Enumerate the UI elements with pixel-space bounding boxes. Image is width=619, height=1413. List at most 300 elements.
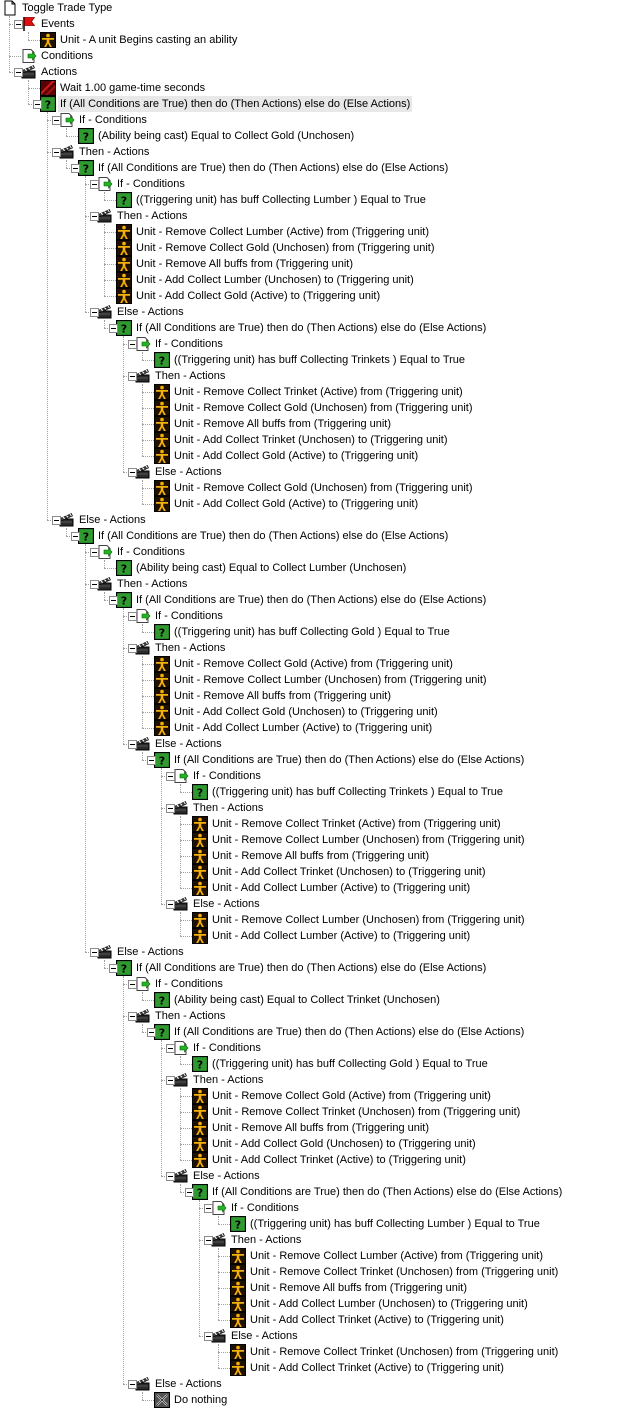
unit-action-icon	[154, 448, 170, 464]
tree-row-cond[interactable]	[0, 352, 619, 368]
tree-branch-line	[28, 80, 29, 104]
tree-row-ifcond[interactable]	[0, 112, 619, 128]
collapse-toggle-icon[interactable]	[128, 740, 137, 749]
collapse-toggle-icon[interactable]	[147, 1028, 156, 1037]
collapse-toggle-icon[interactable]	[109, 324, 118, 333]
tree-row-unit[interactable]	[0, 240, 619, 256]
tree-branch-line	[180, 1088, 181, 1160]
unit-action-icon	[116, 224, 132, 240]
tree-branch-line	[47, 112, 48, 520]
tree-connector	[142, 408, 154, 409]
unit-action-icon	[192, 864, 208, 880]
tree-row-label: Else - Actions	[117, 946, 184, 958]
tree-row-then[interactable]	[0, 144, 619, 160]
tree-connector	[218, 1352, 230, 1353]
tree-branch-line	[142, 656, 143, 728]
tree-row-label: Unit - Add Collect Trinket (Active) to (Triggering unit)	[250, 1362, 504, 1374]
unit-action-icon	[230, 1312, 246, 1328]
tree-row-ifcond[interactable]	[0, 1200, 619, 1216]
tree-row-label: Else - Actions	[79, 514, 146, 526]
tree-connector	[142, 632, 154, 633]
tree-row-label: If (All Conditions are True) then do (Then Actions) else do (Else Actions)	[136, 322, 487, 334]
tree-row-label: Else - Actions	[155, 1378, 222, 1390]
tree-row-unit[interactable]	[0, 272, 619, 288]
tree-row-unit[interactable]	[0, 1088, 619, 1104]
tree-row-nothing[interactable]	[0, 1392, 619, 1408]
tree-row-label: Then - Actions	[155, 370, 226, 382]
tree-row-cond[interactable]	[0, 992, 619, 1008]
condition-icon	[116, 560, 132, 576]
tree-row-label: Unit - Remove Collect Trinket (Unchosen) from (Triggering unit)	[212, 1106, 521, 1118]
tree-row-label: Unit - Remove Collect Lumber (Unchosen) from (Triggering unit)	[212, 914, 525, 926]
else-actions-icon	[135, 464, 151, 480]
tree-row-else[interactable]	[0, 1328, 619, 1344]
conditions-icon	[21, 48, 37, 64]
tree-row-ifthen[interactable]	[0, 160, 619, 176]
collapse-toggle-icon[interactable]	[90, 180, 99, 189]
collapse-toggle-icon[interactable]	[52, 516, 61, 525]
tree-row-label: Unit - Add Collect Gold (Unchosen) to (Triggering unit)	[212, 1138, 476, 1150]
collapse-toggle-icon[interactable]	[166, 1044, 175, 1053]
if-conditions-icon	[211, 1200, 227, 1216]
if-conditions-icon	[173, 1040, 189, 1056]
tree-row-unit[interactable]	[0, 1360, 619, 1376]
unit-action-icon	[154, 496, 170, 512]
unit-action-icon	[192, 1104, 208, 1120]
tree-row-label: Unit - Remove Collect Lumber (Active) from (Triggering unit)	[250, 1250, 544, 1262]
tree-row-unit[interactable]	[0, 1264, 619, 1280]
else-actions-icon	[173, 896, 189, 912]
collapse-toggle-icon[interactable]	[90, 580, 99, 589]
tree-branch-line	[142, 352, 143, 360]
tree-row-then[interactable]	[0, 640, 619, 656]
tree-row-unit[interactable]	[0, 1104, 619, 1120]
tree-row-else[interactable]	[0, 1168, 619, 1184]
tree-row-unit[interactable]	[0, 1312, 619, 1328]
tree-row-ifcond[interactable]	[0, 976, 619, 992]
tree-connector	[180, 1160, 192, 1161]
tree-branch-line	[85, 176, 86, 312]
tree-row-cond[interactable]	[0, 1056, 619, 1072]
tree-row-label: Unit - Add Collect Trinket (Unchosen) to (Triggering unit)	[174, 434, 448, 446]
tree-row-cond[interactable]	[0, 192, 619, 208]
tree-row-label: If - Conditions	[193, 1042, 261, 1054]
tree-row-unit[interactable]	[0, 1344, 619, 1360]
tree-row-label: Unit - Add Collect Gold (Active) to (Triggering unit)	[174, 450, 419, 462]
tree-row-label: Unit - Remove Collect Gold (Active) from (Triggering unit)	[174, 658, 453, 670]
trigger-icon	[2, 0, 18, 16]
tree-row-actions[interactable]	[0, 64, 619, 80]
condition-icon	[154, 624, 170, 640]
condition-icon	[230, 1216, 246, 1232]
unit-action-icon	[154, 704, 170, 720]
unit-action-icon	[154, 400, 170, 416]
tree-branch-line	[104, 224, 105, 296]
if-then-else-icon	[154, 752, 170, 768]
tree-connector	[104, 296, 116, 297]
then-actions-icon	[135, 640, 151, 656]
if-then-else-icon	[154, 1024, 170, 1040]
tree-row-label: Else - Actions	[193, 898, 260, 910]
tree-row-label: Unit - Add Collect Gold (Active) to (Triggering unit)	[136, 290, 381, 302]
tree-row-unit[interactable]	[0, 864, 619, 880]
tree-row-label: Then - Actions	[231, 1234, 302, 1246]
collapse-toggle-icon[interactable]	[128, 980, 137, 989]
unit-action-icon	[154, 384, 170, 400]
tree-row-then[interactable]	[0, 1072, 619, 1088]
tree-connector	[142, 696, 154, 697]
tree-connector	[180, 1112, 192, 1113]
tree-row-conditions[interactable]	[0, 48, 619, 64]
tree-row-label: ((Triggering unit) has buff Collecting Gold ) Equal to True	[174, 626, 450, 638]
tree-row-label: If - Conditions	[155, 338, 223, 350]
wait-icon	[40, 80, 56, 96]
unit-action-icon	[154, 480, 170, 496]
tree-row-label: If (All Conditions are True) then do (Then Actions) else do (Else Actions)	[60, 98, 411, 110]
tree-row-ifthen[interactable]	[0, 592, 619, 608]
collapse-toggle-icon[interactable]	[109, 964, 118, 973]
tree-connector	[104, 264, 116, 265]
collapse-toggle-icon[interactable]	[128, 340, 137, 349]
collapse-toggle-icon[interactable]	[128, 372, 137, 381]
tree-row-label: Unit - Remove All buffs from (Triggering unit)	[212, 850, 430, 862]
tree-row-then[interactable]	[0, 368, 619, 384]
tree-branch-line	[104, 192, 105, 200]
tree-row-else[interactable]	[0, 512, 619, 528]
tree-row-label: Unit - Add Collect Lumber (Unchosen) to (Triggering unit)	[136, 274, 414, 286]
tree-branch-line	[66, 160, 67, 168]
tree-row-label: Unit - Remove Collect Gold (Unchosen) from (Triggering unit)	[174, 402, 473, 414]
tree-row-unit[interactable]	[0, 432, 619, 448]
tree-row-label: If - Conditions	[193, 770, 261, 782]
if-then-else-icon	[78, 528, 94, 544]
collapse-toggle-icon[interactable]	[90, 948, 99, 957]
tree-branch-line	[142, 384, 143, 456]
tree-row-unit[interactable]	[0, 400, 619, 416]
tree-row-cond[interactable]	[0, 624, 619, 640]
tree-branch-line	[218, 1248, 219, 1320]
unit-event-icon	[40, 32, 56, 48]
then-actions-icon	[135, 368, 151, 384]
tree-row-label: Unit - Remove Collect Gold (Active) from (Triggering unit)	[212, 1090, 491, 1102]
unit-action-icon	[192, 1120, 208, 1136]
tree-branch-line	[142, 1392, 143, 1400]
tree-row-label: Unit - Remove All buffs from (Triggering unit)	[174, 418, 392, 430]
collapse-toggle-icon[interactable]	[90, 212, 99, 221]
collapse-toggle-icon[interactable]	[147, 756, 156, 765]
tree-branch-line	[199, 1200, 200, 1336]
tree-row-label: (Ability being cast) Equal to Collect Trinket (Unchosen)	[174, 994, 440, 1006]
tree-row-unit[interactable]	[0, 672, 619, 688]
tree-row-label: (Ability being cast) Equal to Collect Lumber (Unchosen)	[136, 562, 407, 574]
tree-row-else[interactable]	[0, 896, 619, 912]
tree-row-label: Unit - Remove Collect Trinket (Active) from (Triggering unit)	[174, 386, 463, 398]
unit-action-icon	[154, 432, 170, 448]
tree-connector	[180, 1096, 192, 1097]
tree-row-unit[interactable]	[0, 448, 619, 464]
tree-row-label: Unit - Remove Collect Lumber (Unchosen) from (Triggering unit)	[174, 674, 487, 686]
unit-action-icon	[230, 1360, 246, 1376]
unit-action-icon	[116, 288, 132, 304]
tree-row-unit[interactable]	[0, 880, 619, 896]
tree-row-unit[interactable]	[0, 720, 619, 736]
collapse-toggle-icon[interactable]	[185, 1188, 194, 1197]
tree-connector	[142, 488, 154, 489]
collapse-toggle-icon[interactable]	[204, 1236, 213, 1245]
tree-row-cond[interactable]	[0, 560, 619, 576]
tree-connector	[180, 792, 192, 793]
tree-connector	[180, 936, 192, 937]
tree-row-unit[interactable]	[0, 928, 619, 944]
if-conditions-icon	[97, 544, 113, 560]
tree-connector	[142, 392, 154, 393]
tree-connector	[180, 1128, 192, 1129]
tree-row-label: If (All Conditions are True) then do (Then Actions) else do (Else Actions)	[98, 530, 449, 542]
tree-row-label: Unit - Add Collect Lumber (Active) to (Triggering unit)	[212, 882, 471, 894]
if-then-else-icon	[192, 1184, 208, 1200]
tree-row-wait[interactable]	[0, 80, 619, 96]
tree-connector	[104, 200, 116, 201]
tree-row-trigger[interactable]	[0, 0, 619, 16]
do-nothing-icon	[154, 1392, 170, 1408]
tree-row-label: Unit - Remove Collect Gold (Unchosen) from (Triggering unit)	[136, 242, 435, 254]
if-then-else-icon	[116, 960, 132, 976]
tree-row-unit[interactable]	[0, 256, 619, 272]
tree-row-label: If - Conditions	[231, 1202, 299, 1214]
tree-row-label: Unit - Remove All buffs from (Triggering unit)	[212, 1122, 430, 1134]
tree-row-label: Else - Actions	[155, 466, 222, 478]
tree-connector	[218, 1304, 230, 1305]
tree-row-unit[interactable]	[0, 848, 619, 864]
tree-connector	[66, 136, 78, 137]
tree-row-label: ((Triggering unit) has buff Collecting Lumber ) Equal to True	[136, 194, 426, 206]
tree-connector	[180, 888, 192, 889]
then-actions-icon	[135, 1008, 151, 1024]
events-flag-icon	[21, 16, 37, 32]
tree-connector	[218, 1256, 230, 1257]
unit-action-icon	[116, 256, 132, 272]
tree-row-label: If (All Conditions are True) then do (Then Actions) else do (Else Actions)	[136, 962, 487, 974]
condition-icon	[78, 128, 94, 144]
if-then-else-icon	[116, 320, 132, 336]
tree-connector	[104, 232, 116, 233]
collapse-toggle-icon[interactable]	[166, 1172, 175, 1181]
tree-row-else[interactable]	[0, 1376, 619, 1392]
then-actions-icon	[173, 800, 189, 816]
tree-connector	[142, 360, 154, 361]
collapse-toggle-icon[interactable]	[71, 164, 80, 173]
tree-connector	[142, 664, 154, 665]
else-actions-icon	[135, 736, 151, 752]
collapse-toggle-icon[interactable]	[166, 1076, 175, 1085]
tree-row-cond[interactable]	[0, 784, 619, 800]
tree-branch-line	[66, 528, 67, 536]
condition-icon	[192, 1056, 208, 1072]
tree-branch-line	[142, 1024, 143, 1032]
tree-connector	[180, 1144, 192, 1145]
collapse-toggle-icon[interactable]	[52, 148, 61, 157]
tree-row-label: ((Triggering unit) has buff Collecting Gold ) Equal to True	[212, 1058, 488, 1070]
tree-row-unit[interactable]	[0, 656, 619, 672]
tree-row-unit[interactable]	[0, 496, 619, 512]
tree-row-then[interactable]	[0, 1232, 619, 1248]
tree-row-label: Then - Actions	[79, 146, 150, 158]
tree-row-label: If - Conditions	[79, 114, 147, 126]
else-actions-icon	[173, 1168, 189, 1184]
tree-row-else[interactable]	[0, 736, 619, 752]
unit-action-icon	[192, 912, 208, 928]
tree-row-label: If (All Conditions are True) then do (Then Actions) else do (Else Actions)	[212, 1186, 563, 1198]
tree-row-label: Unit - Remove Collect Trinket (Unchosen) from (Triggering unit)	[250, 1266, 559, 1278]
tree-connector	[142, 1000, 154, 1001]
unit-action-icon	[154, 672, 170, 688]
tree-branch-line	[180, 816, 181, 888]
tree-connector	[218, 1288, 230, 1289]
else-actions-icon	[59, 512, 75, 528]
collapse-toggle-icon[interactable]	[52, 116, 61, 125]
tree-connector	[180, 856, 192, 857]
condition-icon	[116, 192, 132, 208]
if-conditions-icon	[59, 112, 75, 128]
tree-row-then[interactable]	[0, 1008, 619, 1024]
unit-action-icon	[154, 416, 170, 432]
tree-branch-line	[66, 128, 67, 136]
unit-action-icon	[230, 1264, 246, 1280]
tree-row-label: Unit - Add Collect Lumber (Active) to (Triggering unit)	[212, 930, 471, 942]
collapse-toggle-icon[interactable]	[128, 612, 137, 621]
collapse-toggle-icon[interactable]	[204, 1204, 213, 1213]
collapse-toggle-icon[interactable]	[33, 100, 42, 109]
tree-branch-line	[142, 480, 143, 504]
collapse-toggle-icon[interactable]	[166, 772, 175, 781]
tree-row-event[interactable]	[0, 32, 619, 48]
collapse-toggle-icon[interactable]	[204, 1332, 213, 1341]
tree-branch-line	[142, 992, 143, 1000]
unit-action-icon	[154, 688, 170, 704]
tree-branch-line	[218, 1344, 219, 1368]
tree-row-ifthen[interactable]	[0, 752, 619, 768]
collapse-toggle-icon[interactable]	[71, 532, 80, 541]
tree-row-label: Else - Actions	[155, 738, 222, 750]
tree-row-unit[interactable]	[0, 224, 619, 240]
tree-row-unit[interactable]	[0, 1152, 619, 1168]
tree-row-unit[interactable]	[0, 1296, 619, 1312]
unit-action-icon	[154, 720, 170, 736]
tree-connector	[180, 824, 192, 825]
tree-row-unit[interactable]	[0, 1248, 619, 1264]
else-actions-icon	[97, 304, 113, 320]
tree-row-label: If - Conditions	[117, 546, 185, 558]
if-conditions-icon	[173, 768, 189, 784]
collapse-toggle-icon[interactable]	[128, 1380, 137, 1389]
if-then-else-icon	[40, 96, 56, 112]
collapse-toggle-icon[interactable]	[128, 468, 137, 477]
tree-row-label: Then - Actions	[155, 1010, 226, 1022]
unit-action-icon	[192, 1152, 208, 1168]
tree-row-ifthen[interactable]	[0, 96, 619, 112]
tree-row-events[interactable]	[0, 16, 619, 32]
unit-action-icon	[230, 1280, 246, 1296]
tree-connector	[142, 504, 154, 505]
tree-row-ifcond[interactable]	[0, 1040, 619, 1056]
if-conditions-icon	[135, 336, 151, 352]
tree-row-label: If (All Conditions are True) then do (Then Actions) else do (Else Actions)	[174, 1026, 525, 1038]
tree-row-unit[interactable]	[0, 384, 619, 400]
tree-row-label: Unit - Remove Collect Trinket (Unchosen) from (Triggering unit)	[250, 1346, 559, 1358]
if-conditions-icon	[135, 976, 151, 992]
tree-row-unit[interactable]	[0, 912, 619, 928]
tree-connector	[104, 248, 116, 249]
tree-row-label: Wait 1.00 game-time seconds	[60, 82, 206, 94]
collapse-toggle-icon[interactable]	[90, 308, 99, 317]
tree-row-ifcond[interactable]	[0, 608, 619, 624]
tree-row-ifcond[interactable]	[0, 336, 619, 352]
tree-connector	[142, 1400, 154, 1401]
collapse-toggle-icon[interactable]	[90, 548, 99, 557]
tree-row-ifthen[interactable]	[0, 1184, 619, 1200]
tree-row-ifcond[interactable]	[0, 768, 619, 784]
condition-icon	[154, 352, 170, 368]
tree-branch-line	[180, 1184, 181, 1192]
tree-row-unit[interactable]	[0, 288, 619, 304]
tree-row-then[interactable]	[0, 800, 619, 816]
tree-row-unit[interactable]	[0, 1136, 619, 1152]
tree-row-ifthen[interactable]	[0, 1024, 619, 1040]
tree-row-ifthen[interactable]	[0, 320, 619, 336]
tree-connector	[142, 440, 154, 441]
tree-branch-line	[142, 624, 143, 632]
tree-row-ifthen[interactable]	[0, 960, 619, 976]
tree-row-unit[interactable]	[0, 704, 619, 720]
tree-connector	[9, 56, 21, 57]
tree-row-label: Unit - Remove All buffs from (Triggering unit)	[250, 1282, 468, 1294]
tree-row-else[interactable]	[0, 464, 619, 480]
tree-row-ifthen[interactable]	[0, 528, 619, 544]
tree-row-unit[interactable]	[0, 816, 619, 832]
tree-row-unit[interactable]	[0, 1120, 619, 1136]
tree-row-label: Unit - Remove Collect Lumber (Unchosen) from (Triggering unit)	[212, 834, 525, 846]
collapse-toggle-icon[interactable]	[128, 1012, 137, 1021]
collapse-toggle-icon[interactable]	[128, 644, 137, 653]
tree-row-unit[interactable]	[0, 1280, 619, 1296]
tree-row-cond[interactable]	[0, 128, 619, 144]
tree-row-unit[interactable]	[0, 688, 619, 704]
tree-connector	[142, 712, 154, 713]
tree-row-label: If (All Conditions are True) then do (Then Actions) else do (Else Actions)	[98, 162, 449, 174]
collapse-toggle-icon[interactable]	[166, 804, 175, 813]
tree-branch-line	[180, 1056, 181, 1064]
collapse-toggle-icon[interactable]	[109, 596, 118, 605]
tree-row-cond[interactable]	[0, 1216, 619, 1232]
tree-connector	[180, 872, 192, 873]
tree-row-label: If - Conditions	[117, 178, 185, 190]
unit-action-icon	[192, 816, 208, 832]
tree-row-unit[interactable]	[0, 416, 619, 432]
collapse-toggle-icon[interactable]	[14, 68, 23, 77]
tree-row-unit[interactable]	[0, 480, 619, 496]
collapse-toggle-icon[interactable]	[14, 20, 23, 29]
tree-row-label: Then - Actions	[117, 578, 188, 590]
tree-connector	[218, 1272, 230, 1273]
tree-row-label: Unit - Remove Collect Gold (Unchosen) from (Triggering unit)	[174, 482, 473, 494]
tree-row-unit[interactable]	[0, 832, 619, 848]
unit-action-icon	[192, 848, 208, 864]
tree-row-label: Then - Actions	[193, 1074, 264, 1086]
condition-icon	[192, 784, 208, 800]
tree-row-label: Events	[41, 18, 75, 30]
collapse-toggle-icon[interactable]	[166, 900, 175, 909]
tree-row-label: ((Triggering unit) has buff Collecting Lumber ) Equal to True	[250, 1218, 540, 1230]
